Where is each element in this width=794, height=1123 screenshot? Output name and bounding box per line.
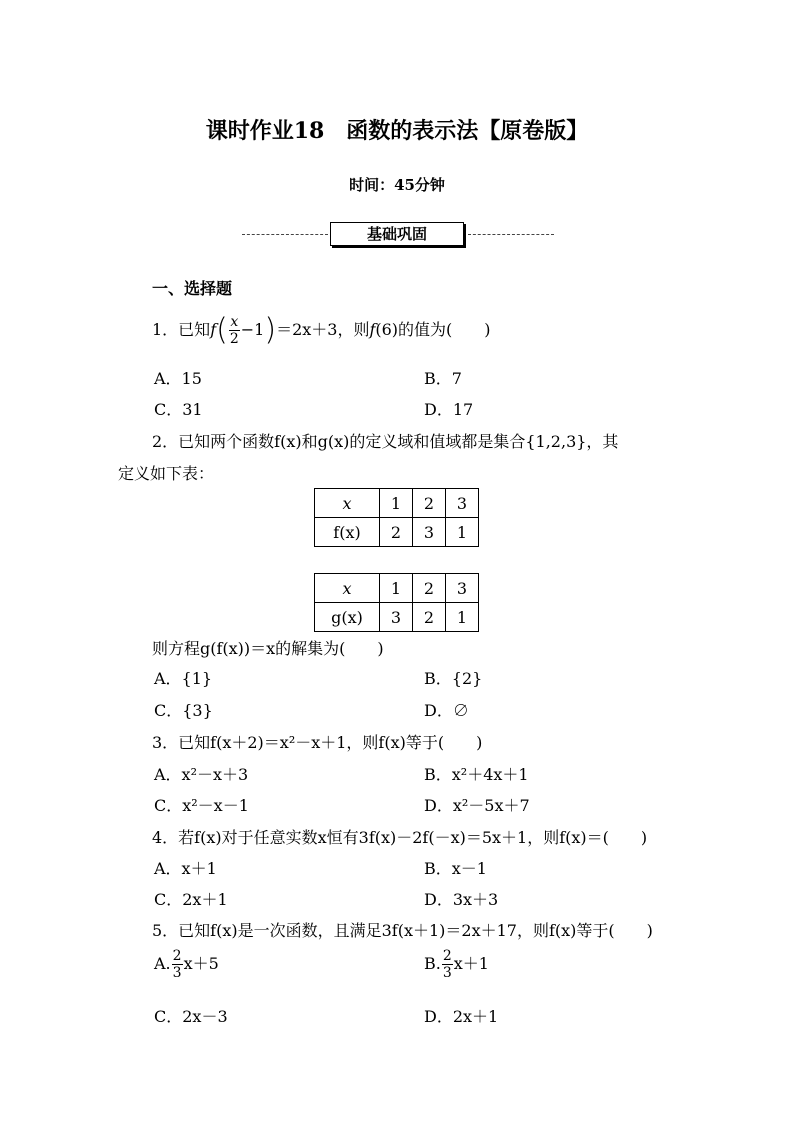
q5-a-num: 2 (172, 948, 182, 964)
section-badge: 基础巩固 (330, 222, 464, 246)
table-cell: 1 (380, 574, 413, 603)
q1-option-c: C．31 (154, 400, 203, 419)
q1-post-f: f (369, 320, 376, 339)
table-cell: x (315, 489, 380, 518)
q1-post2: (6)的值为( ) (375, 320, 491, 339)
q1-pre: 1．已知 (152, 320, 211, 339)
table-f (314, 488, 479, 547)
question-2-line-2: 定义如下表： (118, 464, 215, 483)
question-4-stem: 4．若f(x)对于任意实数x恒有3f(x)－2f(－x)＝5x＋1，则f(x)＝( ) (152, 828, 648, 847)
question-5-stem: 5．已知f(x)是一次函数，且满足3f(x＋1)＝2x＋17，则f(x)等于( ) (152, 921, 653, 940)
q1-option-a: A．15 (154, 369, 202, 388)
table-cell: 2 (413, 574, 446, 603)
q5-b-den: 3 (442, 965, 452, 981)
q4-option-b: B．x－1 (424, 859, 487, 878)
q1-fraction (229, 314, 240, 347)
q2-option-b: B．{2} (424, 669, 483, 688)
q5-b-label: B. (424, 954, 441, 973)
q1-inner: −1 (240, 320, 265, 339)
table-g (314, 573, 479, 632)
time-limit: 时间：45分钟 (349, 176, 445, 194)
table-cell: 3 (446, 489, 479, 518)
q5-option-c: C．2x－3 (154, 1007, 228, 1026)
table-cell: 2 (413, 603, 446, 632)
q1-right-paren: ) (264, 312, 277, 348)
q5-option-b (424, 948, 489, 981)
q1-frac-den: 2 (229, 331, 239, 347)
table-cell: 1 (380, 489, 413, 518)
q1-frac-num: x (230, 314, 239, 330)
q1-option-d: D．17 (424, 400, 474, 419)
q5-a-label: A. (154, 954, 171, 973)
table-row (315, 574, 479, 603)
question-2-line-3: 则方程g(f(x))＝x的解集为( ) (152, 639, 384, 658)
q1-post: ＝2x＋3，则 (276, 320, 370, 339)
question-1-stem (152, 314, 491, 347)
table-row (315, 603, 479, 632)
table-cell: 3 (413, 518, 446, 547)
q5-b-fraction (442, 948, 453, 981)
table-cell: 2 (380, 518, 413, 547)
table-cell: f(x) (315, 518, 380, 547)
q5-b-rest: x＋1 (453, 954, 489, 973)
question-2-line-1: 2．已知两个函数f(x)和g(x)的定义域和值域都是集合{1,2,3}，其 (152, 432, 619, 451)
q1-left-paren: ( (216, 312, 228, 348)
q2-option-a: A．{1} (154, 669, 213, 688)
q4-option-d: D．3x＋3 (424, 890, 499, 909)
divider-line-left (242, 234, 328, 235)
section-divider (242, 222, 554, 248)
part-title: 一、选择题 (152, 279, 233, 298)
divider-line-right (468, 234, 554, 235)
table-cell: 2 (413, 489, 446, 518)
q3-option-d: D．x²－5x＋7 (424, 796, 530, 815)
q4-option-c: C．2x＋1 (154, 890, 228, 909)
question-3-stem: 3．已知f(x＋2)＝x²－x＋1，则f(x)等于( ) (152, 733, 483, 752)
table-cell: x (315, 574, 380, 603)
table-row (315, 518, 479, 547)
table-cell: 3 (380, 603, 413, 632)
q5-option-a (154, 948, 219, 981)
q2-option-d: D．∅ (424, 701, 469, 720)
q5-b-num: 2 (442, 948, 452, 964)
q3-option-c: C．x²－x－1 (154, 796, 249, 815)
q4-option-a: A．x＋1 (154, 859, 217, 878)
q5-a-den: 3 (172, 965, 182, 981)
q5-option-d: D．2x＋1 (424, 1007, 499, 1026)
table-cell: 1 (446, 518, 479, 547)
q1-option-b: B．7 (424, 369, 462, 388)
table-cell: 1 (446, 603, 479, 632)
table-cell: g(x) (315, 603, 380, 632)
page-title: 课时作业18 函数的表示法【原卷版】 (205, 118, 589, 144)
q5-a-fraction (172, 948, 183, 981)
table-cell: 3 (446, 574, 479, 603)
q5-a-rest: x＋5 (183, 954, 219, 973)
q2-option-c: C．{3} (154, 701, 213, 720)
q1-f: f (210, 320, 217, 339)
q3-option-b: B．x²＋4x＋1 (424, 765, 529, 784)
table-row (315, 489, 479, 518)
q3-option-a: A．x²－x＋3 (154, 765, 249, 784)
